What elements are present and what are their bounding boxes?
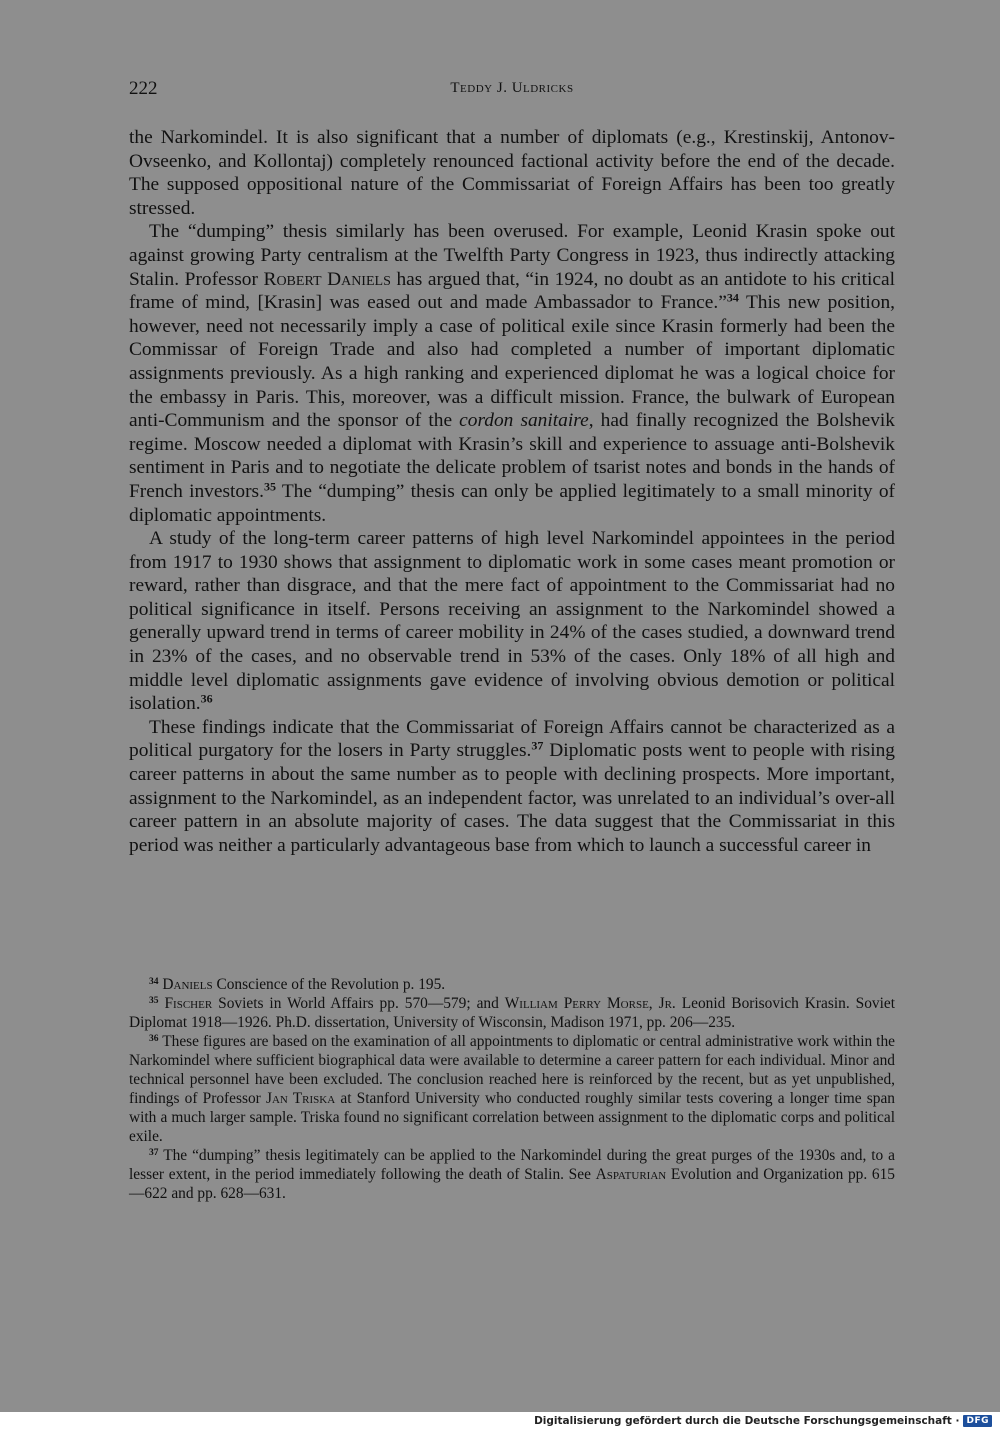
footnote-author: Fischer <box>164 995 213 1012</box>
footnote-number: 37 <box>149 1146 159 1158</box>
page-number: 222 <box>129 78 158 99</box>
paragraph-2: The “dumping” thesis similarly has been overused. For example, Leonid Krasin spoke out against growing Party centralism at the Twelfth Party Congress in 1923, thus indirectly attacking Stalin. Professor Robert Daniels has argued that, “in 1924, no doubt as an antidote to his critical frame of mind, [Krasin] was eased out and made Ambassador to France.”$^{34}$ This new position, however, need not necessarily imply a case of political exile since Krasin formerly had been the Commissar of Foreign Trade and also had completed a number of important diplomatic assignments previously. As a high ranking and experienced diplomat he was a logical choice for the embassy in Paris. This, moreover, was a difficult mission. France, the bulwark of European anti-Communism and the sponsor of the cordon sanitaire, had finally recognized the Bolshevik regime. Moscow needed a diplomat with Krasin’s skill and experience to assuage anti-Bolshevik sentiment in Paris and to negotiate the delicate problem of tsarist notes and bonds in the hands of French investors.$^{35}$ The “dumping” thesis can only be applied legitimately to a small minority of diplomatic appointments. <box>129 221 895 526</box>
dfg-logo: DFG <box>963 1415 992 1427</box>
footnote-author: Jan Triska <box>265 1090 336 1107</box>
running-head: Teddy J. Uldricks <box>450 80 574 96</box>
paragraph-1: the Narkomindel. It is also significant that a number of diplomats (e.g., Krestinskij, Antonov-Ovseenko, and Kollontaj) completely renounced factional activity before the end of the decade. The supposed oppositional nature of the Commissariat of Foreign Affairs has been too greatly stressed. <box>129 127 895 219</box>
footnote-37: $^{37}$ The “dumping” thesis legitimately can be applied to the Narkomindel during the great purges of the 1930s and, to a lesser extent, in the period immediately following the death of Stalin. See Aspaturian Evolution and Organization pp. 615—622 and pp. 628—631. <box>129 1146 895 1202</box>
author-name: Robert Daniels <box>263 268 391 290</box>
footnote-35: $^{35}$ Fischer Soviets in World Affairs pp. 570—579; and William Perry Morse, Jr. Leonid Borisovich Krasin. Soviet Diplomat 1918—1926. Ph.D. dissertation, University of Wisconsin, Madison 1971, pp. 206—235. <box>129 994 895 1031</box>
page-header <box>129 78 895 104</box>
footnote-number: 36 <box>149 1032 159 1044</box>
footnote-34: $^{34}$ Daniels Conscience of the Revolution p. 195. <box>149 975 446 993</box>
footnote-author: Daniels <box>162 976 213 993</box>
footnotes <box>129 975 895 1203</box>
footnote-number: 35 <box>149 994 159 1006</box>
body-text <box>129 126 895 857</box>
footnote-36: $^{36}$ These figures are based on the examination of all appointments to diplomatic or central administrative work within the Narkomindel where sufficient biographical data were available to determine a career pattern for each individual. Minor and technical personnel have been excluded. The conclusion reached here is reinforced by the recent, but as yet unpublished, findings of Professor Jan Triska at Stanford University who conducted roughly similar tests covering a longer time span with a much larger sample. Triska found no significant correlation between assignment to the diplomatic corps and political exile. <box>129 1032 895 1145</box>
footnote-ref: 37 <box>531 738 544 753</box>
paragraph-3: A study of the long-term career patterns of high level Narkomindel appointees in the period from 1917 to 1930 shows that assignment to diplomatic work in some cases meant promotion or reward, rather than disgrace, and that the mere fact of appointment to the Commissariat had no political significance in itself. Persons receiving an assignment to the Narkomindel showed a generally upward trend in terms of career mobility in 24% of the cases studied, a downward trend in 23% of the cases, and no observable trend in 53% of the cases. Only 18% of all high and middle level diplomatic assignments gave evidence of involving obvious demotion or political isolation.$^{36}$ <box>129 528 895 715</box>
digitization-banner <box>534 1413 992 1429</box>
footnote-ref: 35 <box>263 479 276 494</box>
paragraph-4: These findings indicate that the Commissariat of Foreign Affairs cannot be characterized as a political purgatory for the losers in Party struggles.$^{37}$ Diplomatic posts went to people with rising career patterns in about the same number as to people with declining prospects. More important, assignment to the Narkomindel, as an independent factor, was unrelated to an individual’s over-all career pattern in an absolute majority of cases. The data suggest that the Commissariat in this period was neither a particularly advantageous base from which to launch a successful career in <box>129 716 895 856</box>
footnote-number: 34 <box>149 975 159 987</box>
banner-text: Digitalisierung gefördert durch die Deutsche Forschungsgemeinschaft · <box>534 1415 960 1427</box>
italic-term: cordon sanitaire <box>459 410 589 432</box>
footnote-ref: 36 <box>200 691 213 706</box>
footnote-author: William Perry Morse, Jr. <box>504 995 676 1012</box>
footnote-ref: 34 <box>726 290 739 305</box>
footnote-author: Aspaturian <box>595 1166 667 1183</box>
